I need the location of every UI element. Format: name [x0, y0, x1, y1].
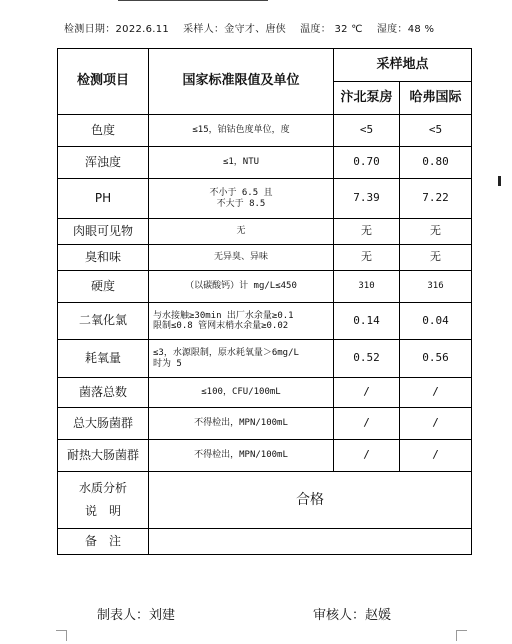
row-item: 耗氧量 — [58, 340, 149, 378]
row-value-location-1: / — [334, 378, 400, 408]
row-value-location-1: / — [334, 440, 400, 472]
row-standard: 不得检出，MPN/100mL — [149, 440, 334, 472]
table-row — [58, 340, 472, 378]
row-item: 浑浊度 — [58, 147, 149, 179]
row-value-location-1: 无 — [334, 219, 400, 245]
row-item: 臭和味 — [58, 245, 149, 271]
row-value-location-1: / — [334, 408, 400, 440]
table-row — [58, 147, 472, 179]
row-item: 菌落总数 — [58, 378, 149, 408]
row-item: 耐热大肠菌群 — [58, 440, 149, 472]
row-value-location-2: / — [400, 408, 472, 440]
row-item: 硬度 — [58, 271, 149, 303]
row-value-location-2: 0.80 — [400, 147, 472, 179]
row-standard: ≤15，铂钴色度单位，度 — [149, 115, 334, 147]
header-location-2: 哈弗国际 — [400, 82, 472, 115]
table-row — [58, 440, 472, 472]
row-value-location-1: 无 — [334, 245, 400, 271]
analysis-label-line-1: 水质分析 — [78, 481, 127, 496]
page-corner-mark-right — [456, 630, 467, 641]
table-row — [58, 245, 472, 271]
row-value-location-1: 310 — [334, 271, 400, 303]
preparer-signature: 制表人：刘建 — [97, 608, 176, 623]
row-value-location-1: 7.39 — [334, 179, 400, 219]
table-row — [58, 219, 472, 245]
water-quality-table — [57, 48, 472, 555]
header-location: 采样地点 — [334, 49, 472, 82]
row-standard: ≤100，CFU/100mL — [149, 378, 334, 408]
table-row — [58, 408, 472, 440]
reviewer-signature: 审核人：赵媛 — [313, 608, 392, 623]
row-value-location-2: / — [400, 440, 472, 472]
row-item: PH — [58, 179, 149, 219]
remark-label: 备 注 — [58, 529, 149, 555]
row-value-location-2: <5 — [400, 115, 472, 147]
margin-marker — [498, 176, 501, 186]
test-date: 检测日期：2022.6.11 — [64, 23, 170, 35]
row-item: 色度 — [58, 115, 149, 147]
analysis-label — [58, 472, 149, 529]
page-corner-mark-left — [56, 630, 67, 641]
remark-value — [149, 529, 472, 555]
row-item: 总大肠菌群 — [58, 408, 149, 440]
row-value-location-1: 0.14 — [334, 303, 400, 340]
sampler: 采样人：金守才、唐侠 — [183, 23, 287, 35]
row-value-location-1: 0.70 — [334, 147, 400, 179]
row-value-location-1: 0.52 — [334, 340, 400, 378]
row-value-location-2: 0.56 — [400, 340, 472, 378]
header-item: 检测项目 — [58, 49, 149, 115]
header-standard: 国家标准限值及单位 — [149, 49, 334, 115]
analysis-value: 合格 — [149, 472, 472, 529]
row-item: 肉眼可见物 — [58, 219, 149, 245]
humidity: 湿度：48 % — [376, 23, 435, 35]
table-row — [58, 378, 472, 408]
top-rule — [118, 0, 268, 1]
table-row — [58, 271, 472, 303]
row-standard: 不得检出，MPN/100mL — [149, 408, 334, 440]
row-value-location-2: / — [400, 378, 472, 408]
table-row — [58, 115, 472, 147]
row-value-location-2: 无 — [400, 245, 472, 271]
table-body — [58, 115, 472, 472]
table-row — [58, 303, 472, 340]
row-value-location-2: 无 — [400, 219, 472, 245]
row-standard: ≤1，NTU — [149, 147, 334, 179]
analysis-label-line-2: 说 明 — [84, 504, 121, 518]
row-value-location-2: 7.22 — [400, 179, 472, 219]
table-row — [58, 179, 472, 219]
row-standard: 无 — [149, 219, 334, 245]
row-value-location-1: <5 — [334, 115, 400, 147]
row-standard: ≤3，水源限制，原水耗氧量＞6mg/L 时为 5 — [149, 340, 334, 378]
header-location-1: 汴北泵房 — [334, 82, 400, 115]
temperature: 温度： 32 ℃ — [300, 23, 363, 35]
row-value-location-2: 316 — [400, 271, 472, 303]
report-header — [64, 18, 484, 36]
row-standard: 无异臭、异味 — [149, 245, 334, 271]
row-standard: 与水接触≥30min 出厂水余量≥0.1 限制≤0.8 管网末梢水余量≥0.02 — [149, 303, 334, 340]
row-value-location-2: 0.04 — [400, 303, 472, 340]
row-item: 二氧化氯 — [58, 303, 149, 340]
row-standard: 不小于 6.5 且 不大于 8.5 — [149, 179, 334, 219]
row-standard: （以碳酸钙）计 mg/L≤450 — [149, 271, 334, 303]
